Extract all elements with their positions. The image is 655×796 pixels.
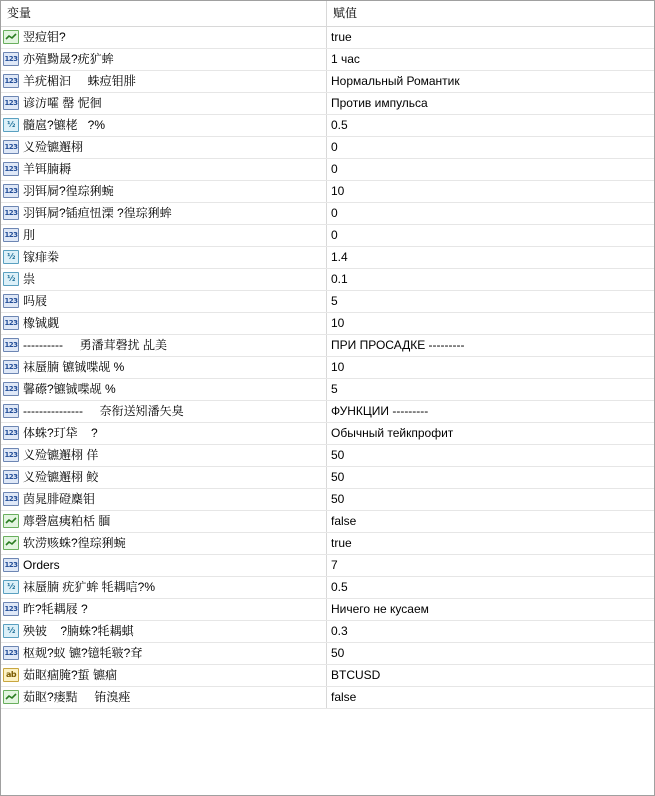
table-row[interactable] — [1, 247, 654, 269]
variable-name: 殃铍 ?腩蛛?牦耦蜞 — [23, 624, 134, 638]
integer-type-icon: 123 — [3, 52, 19, 66]
integer-type-icon: 123 — [3, 382, 19, 396]
integer-type-icon: 123 — [3, 426, 19, 440]
value-cell[interactable]: ФУНКЦИИ --------- — [331, 404, 429, 418]
variable-name: 羽铒屙?徨琮猁蜿 — [23, 184, 114, 198]
table-row[interactable] — [1, 49, 654, 71]
value-cell[interactable]: 0 — [331, 228, 338, 242]
table-row[interactable] — [1, 533, 654, 555]
table-row[interactable] — [1, 643, 654, 665]
variable-cell — [1, 445, 327, 466]
variable-cell — [1, 643, 327, 664]
variable-name: --------------- 奈衔送矧潘矢臭 — [23, 404, 184, 418]
variable-name: 亦殖黝晟?疣犷蛑 — [23, 52, 114, 66]
variable-name: 义殓镳邂栩 佯 — [23, 448, 99, 462]
integer-type-icon: 123 — [3, 492, 19, 506]
variable-name: 羊铒腩耨 — [23, 162, 72, 176]
variable-cell — [1, 203, 327, 224]
value-cell[interactable]: 10 — [331, 360, 345, 374]
value-cell[interactable]: ПРИ ПРОСАДКЕ --------- — [331, 338, 465, 352]
value-cell[interactable]: 10 — [331, 316, 345, 330]
variable-cell — [1, 423, 327, 444]
value-cell[interactable]: 50 — [331, 492, 345, 506]
integer-type-icon: 123 — [3, 448, 19, 462]
value-cell[interactable]: 0.5 — [331, 118, 348, 132]
double-type-icon: ½ — [3, 272, 19, 286]
table-row[interactable] — [1, 445, 654, 467]
value-cell[interactable]: Против импульса — [331, 96, 428, 110]
table-row[interactable] — [1, 489, 654, 511]
integer-type-icon: 123 — [3, 404, 19, 418]
variable-name: 枢觌?蚁 镳?镱牦皲?耷 — [23, 646, 143, 660]
value-cell[interactable]: 7 — [331, 558, 338, 572]
integer-type-icon: 123 — [3, 184, 19, 198]
integer-type-icon: 123 — [3, 140, 19, 154]
table-row[interactable] — [1, 555, 654, 577]
table-row[interactable] — [1, 225, 654, 247]
double-type-icon: ½ — [3, 250, 19, 264]
table-row[interactable] — [1, 313, 654, 335]
integer-type-icon: 123 — [3, 602, 19, 616]
variable-name: 茵晁腓磴麇钼 — [23, 492, 96, 506]
value-cell[interactable]: 5 — [331, 382, 338, 396]
integer-type-icon: 123 — [3, 316, 19, 330]
table-row[interactable] — [1, 577, 654, 599]
table-row[interactable] — [1, 665, 654, 687]
table-row[interactable] — [1, 401, 654, 423]
variable-cell — [1, 225, 327, 246]
variable-cell — [1, 665, 327, 686]
variable-cell — [1, 511, 327, 532]
table-row[interactable] — [1, 269, 654, 291]
variable-cell — [1, 269, 327, 290]
table-row[interactable] — [1, 71, 654, 93]
variable-cell — [1, 27, 327, 48]
table-row[interactable] — [1, 687, 654, 709]
value-cell[interactable]: BTCUSD — [331, 668, 381, 682]
variable-cell — [1, 467, 327, 488]
double-type-icon: ½ — [3, 118, 19, 132]
value-cell[interactable]: Обычный тейкпрофит — [331, 426, 454, 440]
variable-cell — [1, 401, 327, 422]
variable-name: 袜蜃腩 疣犷蛑 牦耦唁?% — [23, 580, 156, 594]
value-cell[interactable]: 1.4 — [331, 250, 348, 264]
table-row[interactable] — [1, 467, 654, 489]
variable-name: 橡铖觑 — [23, 316, 60, 330]
integer-type-icon: 123 — [3, 162, 19, 176]
table-row[interactable] — [1, 27, 654, 49]
table-body — [1, 27, 654, 709]
variable-name: 义殓镳邂栩 — [23, 140, 84, 154]
value-cell[interactable]: true — [331, 536, 352, 550]
variable-cell — [1, 93, 327, 114]
variable-name: 体蛛?玎牮 ? — [23, 426, 98, 440]
integer-type-icon: 123 — [3, 360, 19, 374]
double-type-icon: ½ — [3, 580, 19, 594]
table-row[interactable] — [1, 379, 654, 401]
value-cell[interactable]: Ничего не кусаем — [331, 602, 429, 616]
variable-cell — [1, 489, 327, 510]
variable-cell — [1, 577, 327, 598]
variable-name: 刖 — [23, 228, 36, 242]
string-type-icon: ab — [3, 668, 19, 682]
variable-cell — [1, 687, 327, 708]
variable-cell — [1, 181, 327, 202]
integer-type-icon: 123 — [3, 338, 19, 352]
value-cell[interactable]: 0 — [331, 140, 338, 154]
variable-cell — [1, 115, 327, 136]
variable-cell — [1, 335, 327, 356]
value-cell[interactable]: 50 — [331, 448, 345, 462]
value-cell[interactable]: 0.3 — [331, 624, 348, 638]
value-cell[interactable]: 50 — [331, 646, 345, 660]
table-row[interactable] — [1, 335, 654, 357]
table-row[interactable] — [1, 137, 654, 159]
column-header-value[interactable]: 赋值 — [333, 6, 358, 20]
value-cell[interactable]: 0.5 — [331, 580, 348, 594]
value-cell[interactable]: false — [331, 514, 357, 528]
integer-type-icon: 123 — [3, 228, 19, 242]
variable-name: 羽铒屙?锸疸忸溧 ?徨琮猁蛑 — [23, 206, 172, 220]
variable-name: Orders — [23, 558, 60, 572]
variable-name: 义殓镳邂栩 鲛 — [23, 470, 99, 484]
variable-cell — [1, 313, 327, 334]
variable-cell — [1, 137, 327, 158]
variable-name: 昨?牦耦屐 ? — [23, 602, 88, 616]
table-header — [1, 1, 654, 27]
bool-type-icon — [3, 514, 19, 528]
table-row[interactable] — [1, 115, 654, 137]
variable-name: 软涝赅蛛?徨琮猁蜿 — [23, 536, 126, 550]
value-cell[interactable]: 50 — [331, 470, 345, 484]
variable-cell — [1, 357, 327, 378]
variable-cell — [1, 555, 327, 576]
value-cell[interactable]: 10 — [331, 184, 345, 198]
variable-cell — [1, 379, 327, 400]
variable-cell — [1, 533, 327, 554]
value-cell[interactable]: 5 — [331, 294, 338, 308]
variable-name: 翌痘钼? — [23, 30, 66, 44]
variable-name: 蓐磬扈痍粕栝 腼 — [23, 514, 111, 528]
table-row[interactable] — [1, 621, 654, 643]
variable-cell — [1, 71, 327, 92]
variable-cell — [1, 247, 327, 268]
integer-type-icon: 123 — [3, 294, 19, 308]
table-row[interactable] — [1, 93, 654, 115]
value-cell[interactable]: 0.1 — [331, 272, 348, 286]
variable-name: 镓痱桊 — [23, 250, 60, 264]
integer-type-icon: 123 — [3, 206, 19, 220]
variable-name: ---------- 勇潘茸磬扰 乩美 — [23, 338, 167, 352]
variable-name: 茹眍?瘘黠 铕溴痤 — [23, 690, 131, 704]
table-row[interactable] — [1, 203, 654, 225]
bool-type-icon — [3, 536, 19, 550]
table-row[interactable] — [1, 423, 654, 445]
value-cell[interactable]: Нормальный Романтик — [331, 74, 460, 88]
value-cell[interactable]: 0 — [331, 162, 338, 176]
column-header-variable[interactable]: 变量 — [1, 1, 327, 26]
variable-name: 袜蜃腩 镳铖喋觇 % — [23, 360, 125, 374]
variable-name: 羊疣楣汩 蛛痘钼腓 — [23, 74, 136, 88]
table-row[interactable] — [1, 181, 654, 203]
variable-name: 茹眍痼腌?蜇 镳痼 — [23, 668, 118, 682]
variable-name: 馨礤?镳铖喋觇 % — [23, 382, 116, 396]
integer-type-icon: 123 — [3, 74, 19, 88]
value-cell[interactable]: 0 — [331, 206, 338, 220]
integer-type-icon: 123 — [3, 646, 19, 660]
bool-type-icon — [3, 690, 19, 704]
variable-cell — [1, 599, 327, 620]
value-cell[interactable]: 1 час — [331, 52, 360, 66]
table-row[interactable] — [1, 357, 654, 379]
variable-cell — [1, 49, 327, 70]
table-row[interactable] — [1, 511, 654, 533]
variable-cell — [1, 159, 327, 180]
variable-name: 吗屐 — [23, 294, 48, 308]
integer-type-icon: 123 — [3, 558, 19, 572]
value-cell[interactable]: true — [331, 30, 352, 44]
integer-type-icon: 123 — [3, 470, 19, 484]
variable-cell — [1, 291, 327, 312]
variable-name: 髓扈?镳栳 ?% — [23, 118, 106, 132]
double-type-icon: ½ — [3, 624, 19, 638]
integer-type-icon: 123 — [3, 96, 19, 110]
table-row[interactable] — [1, 159, 654, 181]
variable-name: 谚汸嚯 罄 怩徊 — [23, 96, 102, 110]
variable-name: 祟 — [23, 272, 36, 286]
table-row[interactable] — [1, 291, 654, 313]
bool-type-icon — [3, 30, 19, 44]
variable-cell — [1, 621, 327, 642]
table-row[interactable] — [1, 599, 654, 621]
value-cell[interactable]: false — [331, 690, 357, 704]
